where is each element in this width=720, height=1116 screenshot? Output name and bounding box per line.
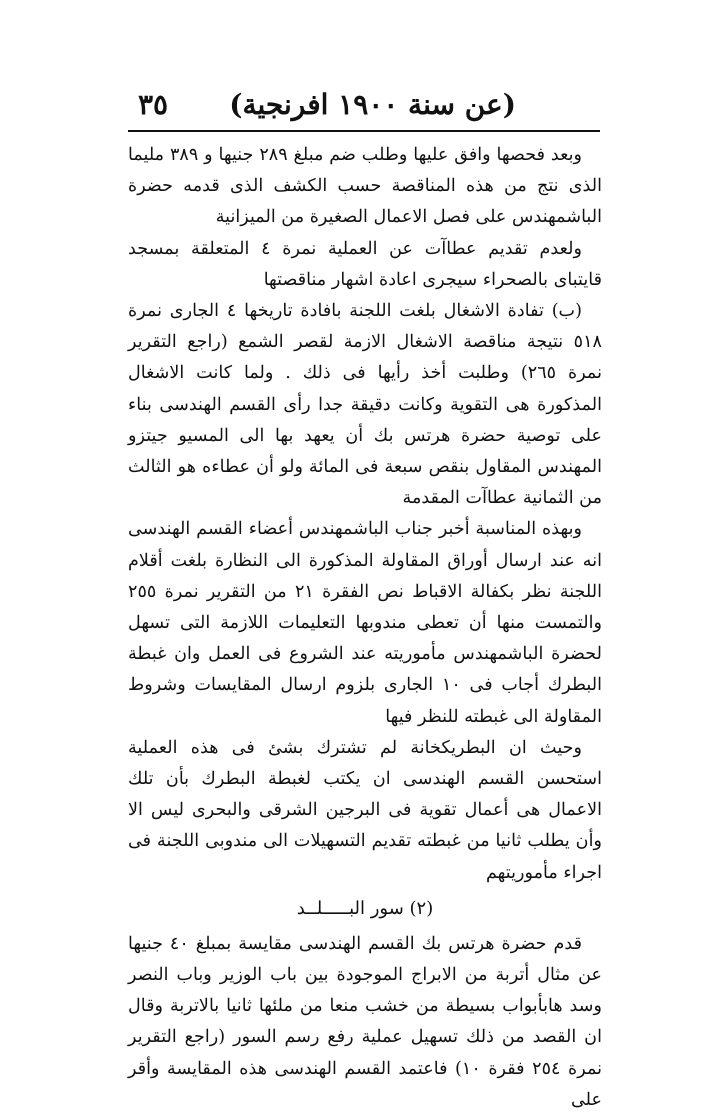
paragraph: (ب) تفادة الاشغال بلغت اللجنة بافادة تاريخها ٤ الجارى نمرة ٥١٨ نتيجة مناقصة الاشغال الازمة لقصر الشمع (راجع التقرير نمرة ٢٦٥) وطلبت أخذ رأيها فى ذلك . ولما كانت الاشغال المذكورة هى التقوية وكانت دقيقة جدا رأى القسم الهندسى بناء على توصية حضرة هرتس بك أن يعهد بها الى المسيو جيتزو المهندس المقاول بنقص سبعة فى المائة ولو أن عطاءه هو الثالث من الثمانية عطاآت المقدمة — [128, 301, 603, 509]
page-number: ٣٥ — [138, 88, 169, 121]
paragraph: ولعدم تقديم عطاآت عن العملية نمرة ٤ المتعلقة بمسجد قايتباى بالصحراء سيجرى اعادة اشهار مناقصتها — [128, 238, 602, 290]
document-body — [128, 140, 602, 1116]
paragraph: وحيث ان البطريكخانة لم تشترك بشئ فى هذه العملية استحسن القسم الهندسى ان يكتب لغبطة البطرك بأن تلك الاعمال هى أعمال تقوية فى البرجين الشرقى والبحرى ليس الا وأن يطلب ثانيا من غبطته تقديم التسهيلات الى مندوبى اللجنة فى اجراء مأموريتهم — [128, 737, 602, 883]
header-title: (عن سنة ١٩٠٠ افرنجية) — [229, 88, 516, 121]
page-header — [128, 84, 598, 132]
paragraph: وبهذه المناسبة أخبر جناب الباشمهندس أعضاء القسم الهندسى انه عند ارسال أوراق المقاولة المذكورة الى النظارة بلغت أقلام اللجنة نظر بكفالة الاقباط نص الفقرة ٢١ من التقرير نمرة ٢٥٥ والتمست منها أن تعطى مندوبها التعليمات اللازمة التى تسهل لحضرة الباشمهندس مأموريته عند الشروع فى العمل وان غبطة البطرك أجاب فى ١٠ الجارى بلزوم ارسال المقايسات وشروط المقاولة الى غبطته للنظر فيها — [128, 519, 602, 727]
paragraph: وبعد فحصها وافق عليها وطلب ضم مبلغ ٢٨٩ جنيها و ٣٨٩ مليما الذى نتج من هذه المناقصة حسب الكشف الذى قدمه حضرة الباشمهندس على فصل الاعمال الصغيرة من الميزانية — [128, 145, 602, 228]
paragraph: قدم حضرة هرتس بك القسم الهندسى مقايسة بمبلغ ٤٠ جنيها عن مثال أتربة من الابراج الموجودة بين باب الوزير وباب النصر وسد هابأبواب بسيطة من خشب منعا من ملئها ثانيا بالاتربة وقال ان القصد من ذلك تسهيل عملية رفع رسم السور (راجع التقرير نمرة ٢٥٤ فقرة ١٠) فاعتمد القسم الهندسى هذه المقايسة وأقر على — [128, 933, 603, 1110]
section-title: (٢) سور البـــــلــد — [296, 897, 434, 919]
header-divider — [128, 130, 600, 132]
